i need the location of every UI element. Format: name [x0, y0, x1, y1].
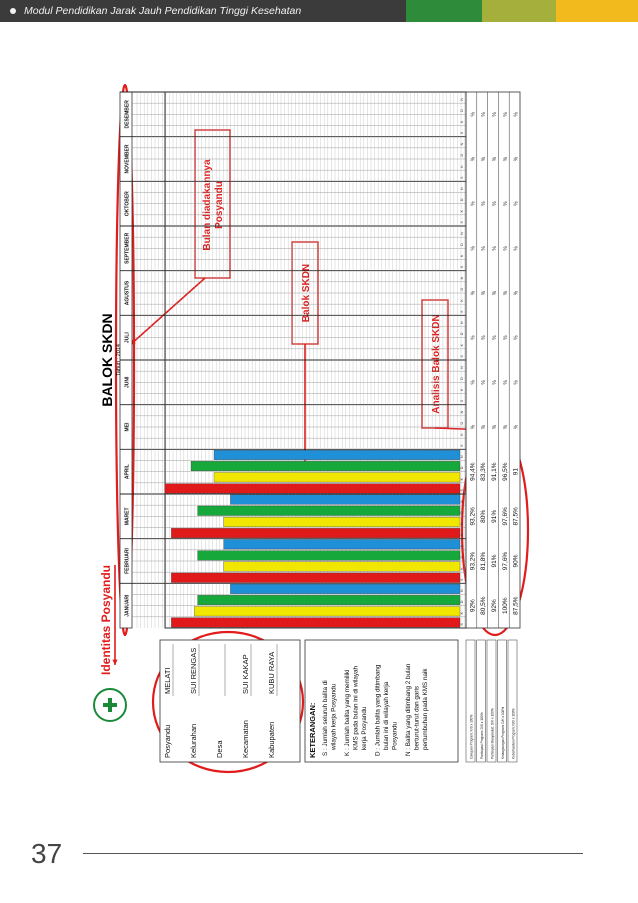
identity-value: KUBU RAYA [267, 651, 276, 694]
legend-line: D : Jumlah balita yang ditimbang [374, 664, 382, 756]
module-title: Modul Pendidikan Jarak Jauh Pendidikan Tinggi Kesehatan [24, 5, 302, 17]
subcolumn-letter: D [460, 332, 464, 336]
analysis-empty-percent: % [513, 424, 520, 430]
analysis-empty-percent: % [470, 335, 477, 340]
identity-label: Kelurahan [189, 723, 198, 758]
callout-text-analysis: Analisis Balok SKDN [431, 314, 442, 414]
subcolumn-letter: K [460, 299, 464, 302]
analysis-empty-percent: % [513, 201, 520, 206]
skdn-bar [191, 461, 460, 471]
analysis-value: 91% [491, 554, 498, 568]
analysis-empty-percent: % [492, 380, 498, 385]
subcolumn-letter: K [460, 611, 464, 615]
legend-heading: KETERANGAN: [308, 702, 317, 758]
arrow-identity-head [112, 660, 117, 665]
subcolumn-letter: D [460, 600, 464, 604]
legend-line: wilayah kerja Posyandu [330, 683, 338, 750]
subcolumn-letter: N [460, 366, 464, 369]
subcolumn-letter: D [460, 466, 464, 470]
identity-value: SUI KAKAP [241, 654, 250, 694]
header-bar [0, 0, 638, 22]
subcolumn-letter: K [460, 165, 464, 168]
analysis-value: 91% [491, 509, 498, 523]
analysis-empty-percent: % [513, 380, 520, 385]
month-label: APRIL [124, 464, 131, 480]
analysis-empty-percent: % [470, 246, 477, 251]
subcolumn-letter: S [460, 265, 464, 269]
subcolumn-letter: K [460, 209, 464, 213]
analysis-empty-percent: % [492, 246, 498, 251]
callout-text-skdn: Balok SKDN [301, 263, 312, 323]
subcolumn-letter: N [460, 187, 464, 190]
analysis-empty-percent: % [481, 156, 488, 162]
skdn-bar [230, 584, 460, 594]
analysis-value: 93,2% [469, 507, 477, 526]
analysis-value: 97,6% [501, 507, 509, 526]
subcolumn-letter: K [460, 120, 464, 123]
analysis-empty-percent: % [502, 201, 509, 206]
identity-value: MELATI [163, 667, 172, 694]
analysis-empty-percent: % [513, 335, 520, 340]
subcolumn-letter: D [460, 511, 464, 514]
analysis-value: 87,5% [512, 596, 520, 615]
skdn-bar [171, 528, 460, 538]
skdn-bar [198, 595, 460, 605]
analysis-empty-percent: % [502, 246, 509, 251]
subcolumn-letter: S [460, 623, 464, 626]
analysis-value: 94,4% [469, 462, 477, 481]
subcolumn-letter: K [460, 567, 464, 570]
analysis-value: 80% [480, 509, 488, 523]
bullet-icon [10, 8, 16, 14]
subcolumn-letter: K [460, 477, 464, 481]
analysis-value: 93,2% [469, 551, 477, 571]
analysis-empty-percent: % [502, 335, 509, 340]
skdn-bar [224, 539, 460, 549]
month-label: NOVEMBER [124, 144, 131, 174]
subcolumn-letter: S [460, 221, 464, 224]
analysis-value: 83,3% [480, 462, 488, 481]
analysis-value: 90% [512, 554, 520, 568]
analysis-value: 92% [491, 599, 498, 613]
identity-box [160, 640, 300, 762]
analysis-empty-percent: % [513, 156, 520, 162]
formula-text: Partisipasi Masyarakat: D/K x 100% [490, 708, 495, 759]
legend-line: bulan ini di wilayah kerja [383, 681, 390, 750]
skdn-bar [198, 551, 460, 561]
legend-line: pertumbuhan pada KMS naik [422, 668, 429, 750]
skdn-bar [230, 495, 460, 505]
month-label: MEI [124, 422, 131, 432]
analysis-empty-percent: % [492, 424, 498, 430]
header-color-block-yellow [556, 0, 638, 22]
identity-label: Kabupaten [267, 721, 276, 758]
month-label: AGUSTUS [124, 280, 131, 306]
analysis-empty-percent: % [470, 424, 477, 430]
month-label: OKTOBER [124, 191, 131, 217]
subcolumn-letter: N [460, 98, 464, 101]
skdn-bar [198, 506, 460, 516]
analysis-empty-percent: % [502, 156, 509, 162]
subcolumn-letter: N [460, 544, 464, 548]
subcolumn-letter: S [460, 399, 464, 403]
analysis-value: 100% [501, 597, 509, 614]
formula-text: Kelangsungan Program: D/K x 100% [501, 706, 505, 759]
legend-line: KMS pada bulan ini di wilayah [352, 665, 360, 750]
subcolumn-letter: N [460, 321, 464, 324]
identity-label: Kecamatan [241, 720, 250, 758]
subcolumn-letter: S [460, 310, 464, 313]
analysis-value: 92% [469, 599, 477, 613]
subcolumn-letter: S [460, 489, 464, 492]
formula-text: Partisipasi Program: D/S x 100% [480, 712, 484, 759]
skdn-chart-figure [0, 22, 638, 842]
subcolumn-letter: N [460, 276, 464, 280]
analysis-value: 91,1% [491, 462, 498, 481]
analysis-value: 81,8% [480, 551, 488, 571]
subcolumn-letter: D [460, 421, 464, 425]
header-color-block-olive [482, 0, 556, 22]
analysis-empty-percent: % [470, 290, 477, 296]
analysis-value: 97,6% [501, 551, 509, 571]
month-label: SEPTEMBER [124, 232, 131, 264]
analysis-empty-percent: % [470, 156, 477, 162]
footer-rule [83, 853, 583, 854]
subcolumn-letter: K [460, 343, 464, 347]
skdn-bar [171, 618, 460, 628]
subcolumn-letter: K [460, 254, 464, 257]
analysis-empty-percent: % [502, 290, 509, 296]
analysis-empty-percent: % [513, 290, 520, 296]
subcolumn-letter: N [460, 232, 464, 235]
skdn-bar [214, 450, 460, 460]
analysis-empty-percent: % [481, 290, 488, 296]
identity-value: SUI RENGAS [189, 647, 198, 694]
chart-title: BALOK SKDN [99, 313, 115, 407]
legend-line: N : Balita yang ditimbang 2 bulan [405, 663, 412, 756]
analysis-empty-percent: % [492, 201, 498, 206]
analysis-empty-percent: % [470, 112, 477, 117]
month-label: JANUARI [124, 594, 131, 617]
skdn-bar [171, 573, 460, 583]
skdn-bar [224, 562, 460, 572]
identity-label: Posyandu [163, 724, 172, 758]
analysis-empty-percent: % [513, 112, 520, 117]
skdn-bar [165, 484, 460, 494]
subcolumn-letter: N [460, 455, 464, 458]
subcolumn-letter: S [460, 176, 464, 179]
legend-line: K : Jumlah balita yang memiliki [344, 669, 351, 756]
formula-text: Cakupan Program: K/S x 100% [469, 714, 474, 759]
legend-line: Posyandu [391, 721, 399, 750]
subcolumn-letter: S [460, 131, 464, 135]
month-label: FEBRUARI [124, 548, 131, 574]
callout-text-months-2: Posyandu [214, 181, 225, 229]
month-label: JUNI [124, 376, 131, 389]
callout-text-identity: Identitas Posyandu [99, 564, 113, 676]
analysis-empty-percent: % [502, 424, 509, 430]
analysis-empty-percent: % [470, 380, 477, 385]
analysis-empty-percent: % [502, 112, 509, 117]
page-number: 37 [31, 838, 63, 869]
skdn-bar [224, 517, 460, 527]
analysis-value: 96,5% [501, 462, 509, 481]
skdn-bar [194, 606, 460, 616]
analysis-empty-percent: % [481, 380, 488, 385]
month-label: JULI [124, 332, 131, 344]
analysis-empty-percent: % [492, 112, 498, 117]
subcolumn-letter: D [460, 153, 464, 157]
analysis-frame [466, 92, 520, 628]
legend-line: berturut-turut dan garis [413, 685, 421, 750]
analysis-value: 91 [512, 468, 520, 476]
subcolumn-letter: N [460, 410, 464, 414]
subcolumn-letter: N [460, 589, 464, 592]
rotated-sheet [94, 92, 520, 762]
analysis-empty-percent: % [481, 335, 488, 340]
analysis-value: 80,5% [480, 596, 488, 615]
subcolumn-letter: S [460, 444, 464, 447]
callout-text-months-1: Bulan diadakannya [202, 159, 213, 251]
legend-line: S : Jumlah seluruh balita di [322, 680, 329, 756]
formula-text: Keberhasilan Program: N/D x 100% [511, 708, 516, 759]
subcolumn-letter: S [460, 355, 464, 358]
skdn-bar [214, 472, 460, 482]
analysis-empty-percent: % [492, 290, 498, 296]
subcolumn-letter: K [460, 433, 464, 436]
analysis-empty-percent: % [481, 112, 488, 117]
subcolumn-letter: D [460, 198, 464, 202]
subcolumn-letter: S [460, 533, 464, 537]
subcolumn-letter: N [460, 142, 464, 146]
month-label: MARET [124, 507, 131, 526]
legend-line: kerja Posyandu [361, 706, 368, 750]
subcolumn-letter: D [460, 287, 464, 291]
analysis-empty-percent: % [513, 246, 520, 251]
analysis-empty-percent: % [481, 424, 488, 430]
analysis-empty-percent: % [481, 246, 488, 251]
analysis-empty-percent: % [502, 380, 509, 385]
analysis-value: 87,5% [512, 507, 520, 526]
analysis-empty-percent: % [481, 201, 488, 206]
subcolumn-letter: N [460, 500, 464, 503]
header-title-block [0, 0, 406, 22]
analysis-empty-percent: % [492, 335, 498, 340]
analysis-empty-percent: % [492, 156, 498, 162]
subcolumn-letter: D [460, 109, 464, 112]
analysis-empty-percent: % [470, 201, 477, 206]
header-color-block-green [406, 0, 482, 22]
arrow-months [130, 278, 205, 345]
subcolumn-letter: D [460, 377, 464, 380]
month-label: DESEMBER [124, 100, 131, 129]
chart-year: Tahun : 2014 [116, 344, 122, 376]
subcolumn-letter: K [460, 522, 464, 525]
subcolumn-letter: D [460, 243, 464, 246]
subcolumn-letter: K [460, 388, 464, 391]
subcolumn-letter: S [460, 578, 464, 581]
subcolumn-letter: D [460, 555, 464, 559]
identity-label: Desa [215, 740, 224, 758]
